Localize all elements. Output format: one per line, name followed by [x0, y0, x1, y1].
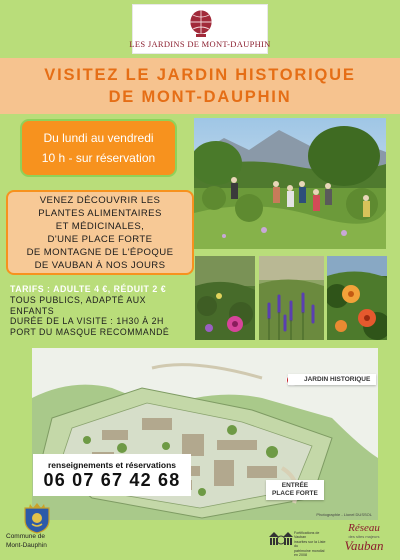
reseau-line-3: Vauban — [344, 538, 384, 553]
mask-text: PORT DU MASQUE RECOMMANDÉ — [10, 327, 170, 338]
globe-garden-icon — [188, 8, 214, 38]
photo-credit: Photographie - Lionel DUSSOL — [316, 512, 372, 517]
reseau-vauban-logo — [332, 522, 396, 554]
public-text: ENFANTS — [10, 305, 55, 316]
unesco-text — [294, 531, 326, 557]
phone-number[interactable]: 06 07 67 42 68 — [43, 469, 181, 490]
garden-visit-photo — [194, 118, 386, 249]
flowers-photo-3 — [327, 256, 387, 340]
flowers-photo-2 — [259, 256, 324, 340]
commune-line-2: Mont-Dauphin — [6, 541, 47, 549]
flowers-photo-1 — [195, 256, 255, 340]
schedule-days: Du lundi au vendredi — [43, 131, 154, 145]
reseau-line-1: Réseau — [348, 522, 380, 534]
jardin-label — [288, 374, 376, 385]
site-logo — [129, 4, 271, 54]
coat-of-arms-icon — [22, 502, 52, 534]
unesco-line-1: Fortifications de Vauban — [294, 531, 320, 540]
entrance-label — [266, 480, 324, 500]
description-line: ET MÉDICINALES, — [55, 220, 145, 232]
commune-line-1: Commune de — [6, 533, 46, 540]
schedule-box — [20, 119, 177, 177]
description-line: PLANTES ALIMENTAIRES — [38, 207, 162, 219]
unesco-line-2: inscrites sur la Liste du — [294, 539, 326, 549]
description-line: D'UNE PLACE FORTE — [47, 233, 153, 245]
duration-text: DURÉE DE LA VISITE : 1H30 À 2H — [10, 316, 164, 327]
jardin-label-text: JARDIN HISTORIQUE — [304, 376, 371, 383]
contact-box — [33, 454, 191, 496]
title-line-2: DE MONT-DAUPHIN — [108, 88, 292, 106]
reseau-line-2: des sites majeurs — [348, 534, 380, 539]
unesco-icon — [268, 529, 294, 547]
logo-text: LES JARDINS DE MONT-DAUPHIN — [129, 39, 271, 49]
description-line: DE MONTAGNE DE L'ÉPOQUE — [26, 246, 174, 258]
schedule-time: 10 h - sur réservation — [41, 151, 156, 165]
description-line: VENEZ DÉCOUVRIR LES — [39, 194, 161, 206]
entrance-line-2: PLACE FORTE — [272, 490, 318, 497]
public-text: TOUS PUBLICS, ADAPTÉ AUX — [10, 294, 147, 305]
title-banner — [0, 58, 400, 114]
commune-label — [6, 533, 66, 550]
unesco-line-3: patrimoine mondial en 2008 — [294, 548, 325, 558]
info-block — [10, 284, 196, 338]
tarifs-text: TARIFS : ADULTE 4 €, RÉDUIT 2 € — [10, 284, 167, 294]
description-line: DE VAUBAN À NOS JOURS — [34, 259, 166, 271]
entrance-line-1: ENTRÉE — [281, 482, 309, 489]
description-box — [6, 190, 194, 275]
unesco-logo — [268, 526, 326, 558]
contact-label: renseignements et réservations — [47, 459, 177, 470]
title-line-1: VISITEZ LE JARDIN HISTORIQUE — [44, 66, 356, 84]
